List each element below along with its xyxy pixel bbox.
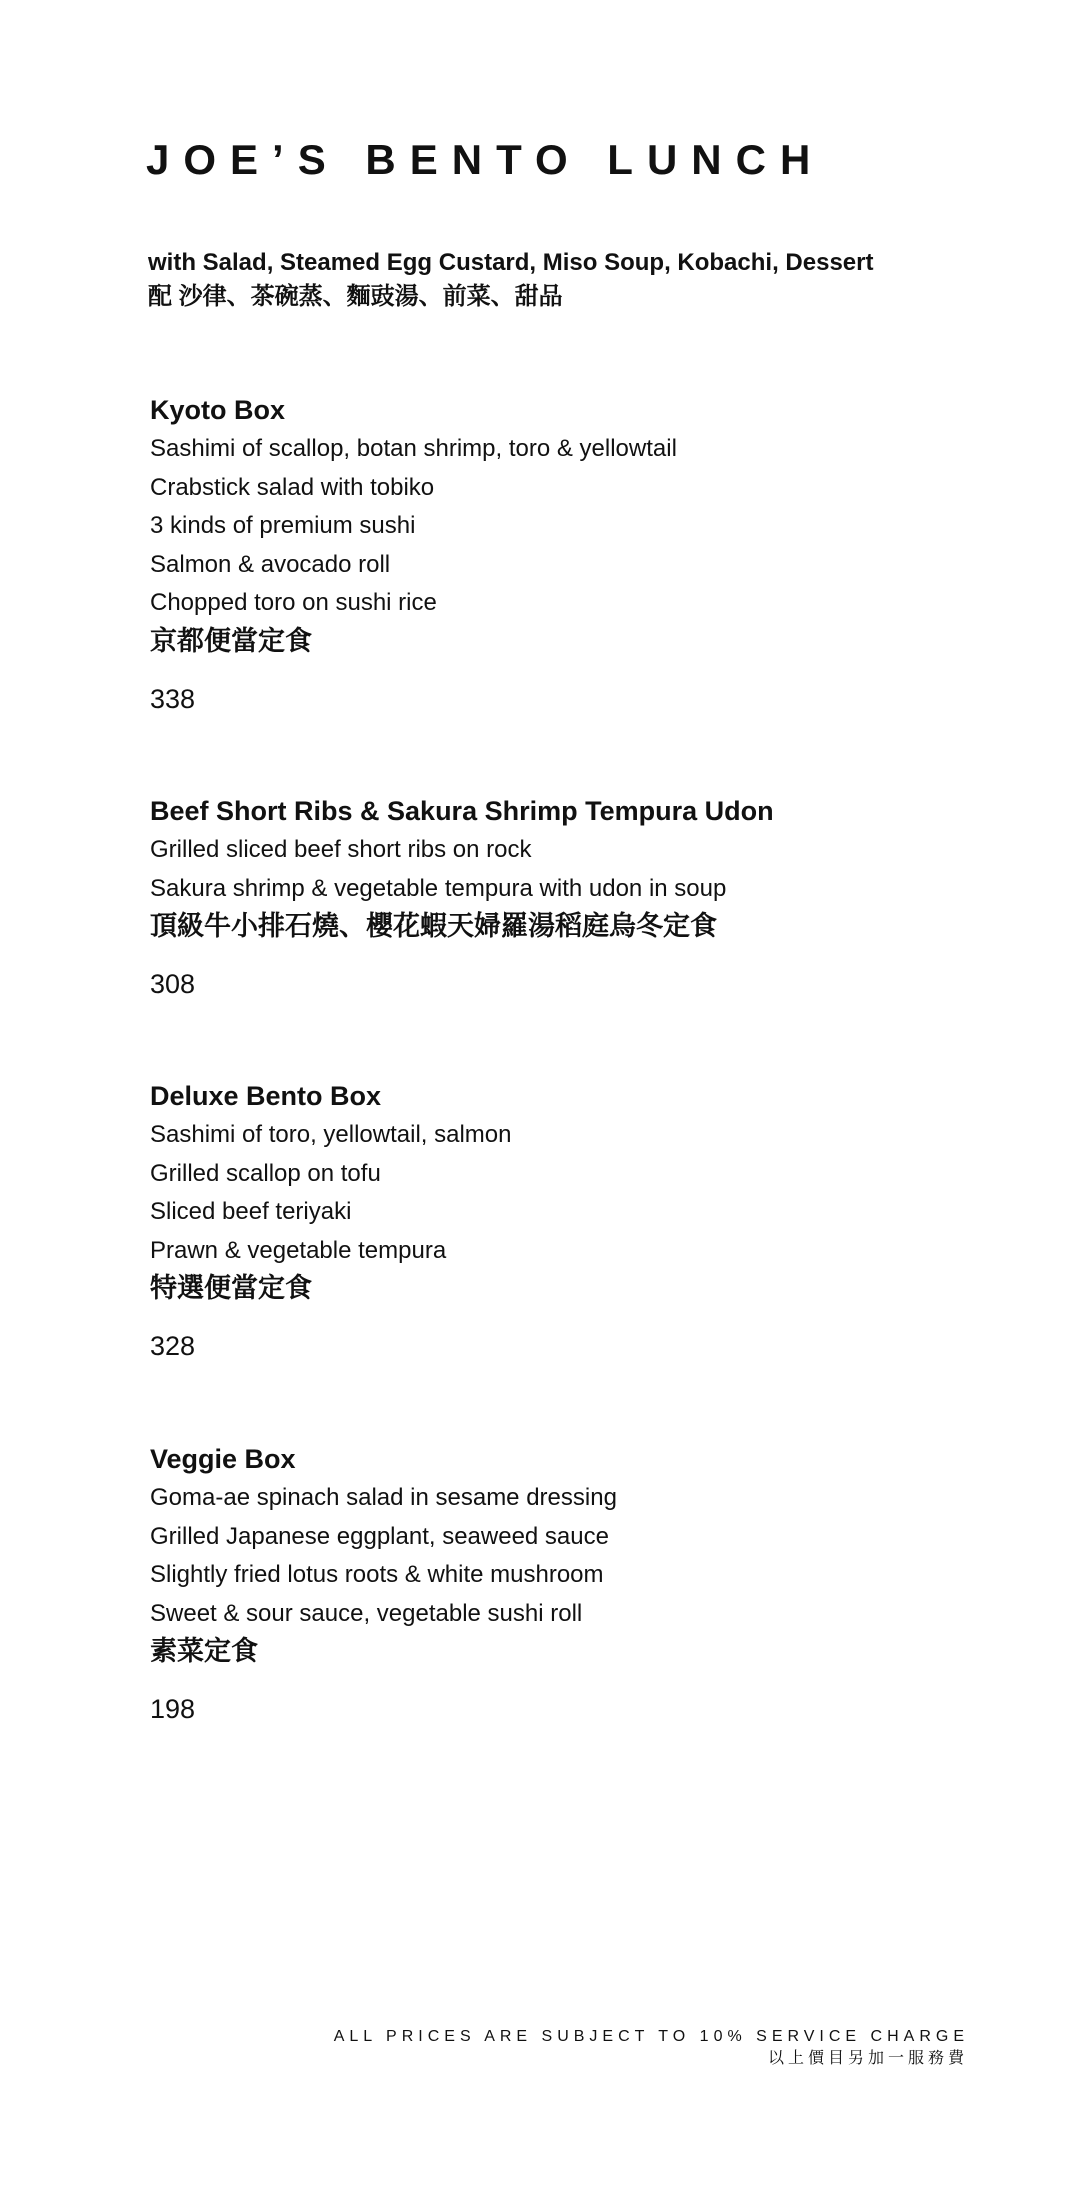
dish-item: Crabstick salad with tobiko: [150, 473, 435, 501]
dish-price: 308: [150, 969, 196, 999]
dish-item: Sakura shrimp & vegetable tempura with udon in soup: [150, 874, 727, 902]
page-title: JOE’S BENTO LUNCH: [146, 136, 825, 183]
set-includes-zh: 配 沙律、茶碗蒸、麵豉湯、前菜、甜品: [148, 283, 563, 310]
dish-price: 338: [150, 683, 196, 714]
dish-price: 198: [150, 1694, 196, 1724]
dish-name: Deluxe Bento Box: [150, 1081, 382, 1111]
menu-section-beef-short-ribs-udon: [150, 793, 1030, 1002]
service-charge-note: [333, 2026, 969, 2070]
dish-item: Sashimi of toro, yellowtail, salmon: [150, 1121, 512, 1148]
dish-item: 3 kinds of premium sushi: [150, 512, 416, 539]
dish-item: Goma-ae spinach salad in sesame dressing: [150, 1484, 617, 1511]
menu-section-deluxe-bento-box: [150, 1078, 1030, 1364]
dish-name-zh: 頂級牛小排石燒、櫻花蝦天婦羅湯稻庭烏冬定食: [150, 911, 717, 941]
dish-price: 328: [150, 1331, 196, 1361]
dish-item: Sliced beef teriyaki: [150, 1198, 352, 1225]
dish-item: Prawn & vegetable tempura: [150, 1236, 447, 1264]
dish-name: Kyoto Box: [150, 395, 285, 425]
set-includes: [148, 247, 1048, 315]
dish-name-zh: 素菜定食: [150, 1636, 258, 1666]
menu-section-veggie-box: [150, 1441, 1030, 1727]
dish-item: Grilled Japanese eggplant, seaweed sauce: [150, 1522, 609, 1550]
dish-item: Salmon & avocado roll: [150, 550, 391, 578]
menu-section-kyoto-box: [150, 392, 1030, 717]
service-charge-note-en: ALL PRICES ARE SUBJECT TO 10% SERVICE CHARGE: [333, 2028, 969, 2045]
dish-name: Beef Short Ribs & Sakura Shrimp Tempura Udon: [150, 796, 774, 826]
dish-name: Veggie Box: [150, 1444, 296, 1474]
dish-item: Sweet & sour sauce, vegetable sushi roll: [150, 1599, 583, 1627]
dish-item: Grilled sliced beef short ribs on rock: [150, 836, 532, 863]
set-includes-en: with Salad, Steamed Egg Custard, Miso Soup, Kobachi, Dessert: [148, 249, 874, 276]
dish-item: Sashimi of scallop, botan shrimp, toro & yellowtail: [150, 435, 677, 462]
service-charge-note-zh: 以上價目另加一服務費: [767, 2050, 968, 2067]
dish-name-zh: 京都便當定食: [150, 625, 312, 656]
dish-item: Slightly fried lotus roots & white mushroom: [150, 1561, 604, 1588]
dish-item: Grilled scallop on tofu: [150, 1159, 381, 1187]
dish-name-zh: 特選便當定食: [150, 1273, 312, 1303]
dish-item: Chopped toro on sushi rice: [150, 589, 437, 616]
